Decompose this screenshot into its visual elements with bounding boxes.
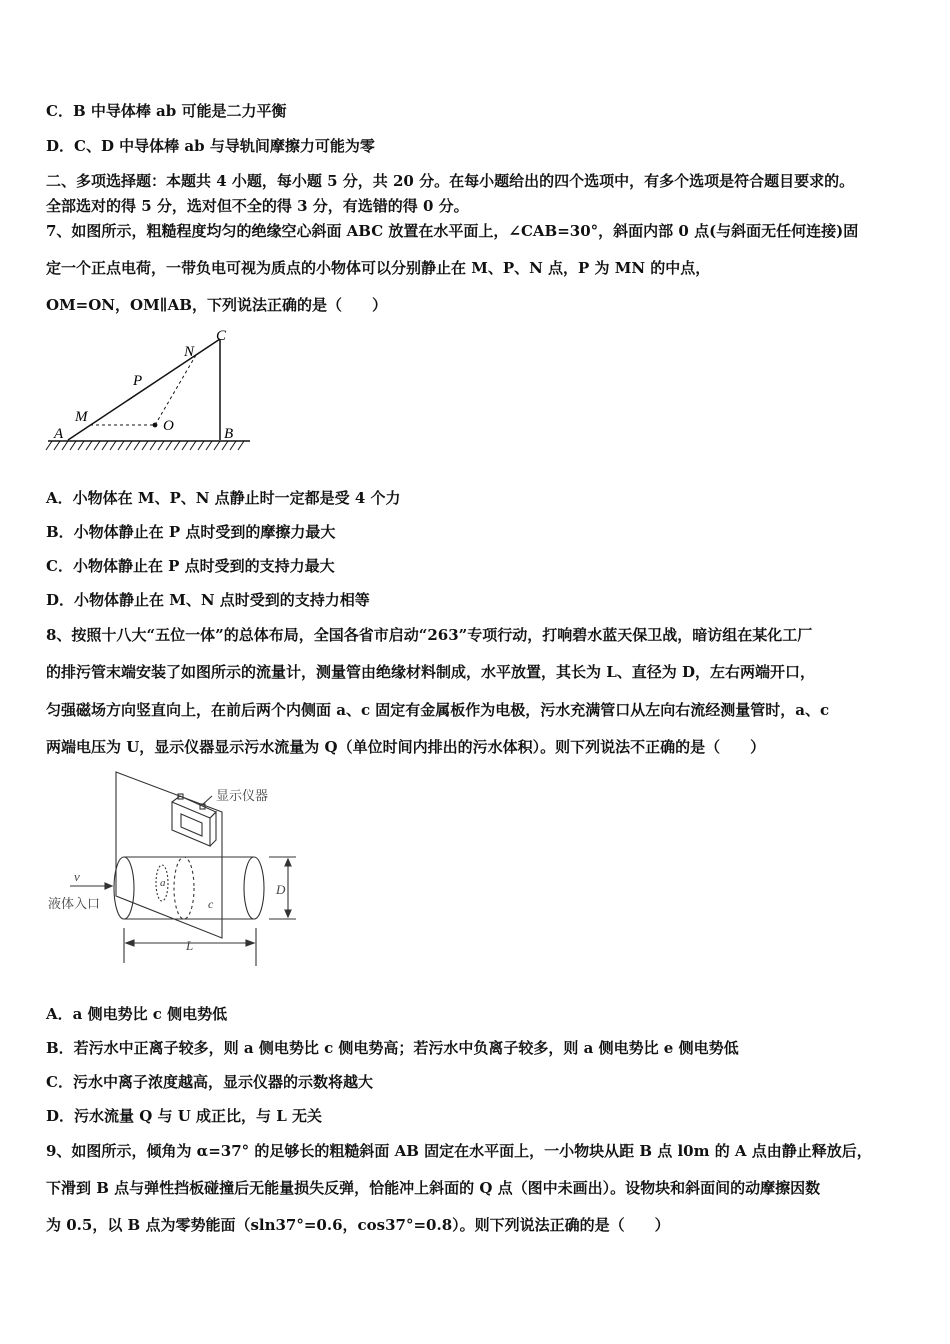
q8-option-b: B．若污水中正离子较多，则 a 侧电势比 c 侧电势高；若污水中负离子较多，则 a 侧电势比 e 侧电势低 [46,1039,739,1057]
q9-stem-line1: 9、如图所示，倾角为 α=37° 的足够长的粗糙斜面 AB 固定在水平面上，一小物块从距 B 点 l0m 的 A 点由静止释放后， [46,1142,872,1160]
q7-incline-figure [44,326,254,454]
label-b: B [224,426,234,442]
q7-stem-line3: OM=ON，OM∥AB，下列说法正确的是（ ） [46,296,387,314]
display-label: 显示仪器 [216,788,269,803]
label-p: P [133,373,143,389]
electrode-c-label: c [208,897,214,911]
q7-option-a: A．小物体在 M、P、N 点静止时一定都是受 4 个力 [46,489,401,507]
length-label: L [186,938,194,953]
q7-option-b: B．小物体静止在 P 点时受到的摩擦力最大 [46,523,336,541]
q7-option-d: D．小物体静止在 M、N 点时受到的支持力相等 [46,591,370,609]
q9-stem-line3: 为 0.5，以 B 点为零势能面（sln37°=0.6，cos37°=0.8）。则下列说法正确的是（ ） [46,1216,670,1234]
section2-line1: 二、多项选择题：本题共 4 小题，每小题 5 分，共 20 分。在每小题给出的四个选项中，有多个选项是符合题目要求的。 [46,172,855,190]
label-n: N [184,344,195,360]
q8-option-a: A．a 侧电势比 c 侧电势低 [46,1005,228,1023]
label-o: O [163,418,174,434]
q8-stem-line4: 两端电压为 U，显示仪器显示污水流量为 Q（单位时间内排出的污水体积）。则下列说法不正确的是（ ） [46,738,766,756]
q8-flowmeter-figure [44,768,304,973]
inlet-label: 液体入口 [48,896,101,911]
label-m: M [75,409,88,425]
q8-stem-line2: 的排污管末端安装了如图所示的流量计，测量管由绝缘材料制成，水平放置，其长为 L、直径为 D，左右两端开口， [46,663,816,681]
q7-option-c: C．小物体静止在 P 点时受到的支持力最大 [46,557,335,575]
electrode-a-label: a [160,877,166,889]
label-a: A [54,426,64,442]
q8-option-c: C．污水中离子浓度越高，显示仪器的示数将越大 [46,1073,373,1091]
q6-option-c: C．B 中导体棒 ab 可能是二力平衡 [46,102,287,120]
q8-option-d: D．污水流量 Q 与 U 成正比，与 L 无关 [46,1107,323,1125]
section2-line2: 全部选对的得 5 分，选对但不全的得 3 分，有选错的得 0 分。 [46,197,469,215]
q7-stem-line1: 7、如图所示，粗糙程度均匀的绝缘空心斜面 ABC 放置在水平面上，∠CAB=30°，斜面内部 0 点(与斜面无任何连接)固 [46,222,859,240]
q6-option-d: D．C、D 中导体棒 ab 与导轨间摩擦力可能为零 [46,137,375,155]
diameter-label: D [276,882,286,897]
q7-stem-line2: 定一个正点电荷，一带负电可视为质点的小物体可以分别静止在 M、P、N 点，P 为 MN 的中点， [46,259,711,277]
q9-stem-line2: 下滑到 B 点与弹性挡板碰撞后无能量损失反弹，恰能冲上斜面的 Q 点（图中未画出）。设物块和斜面间的动摩擦因数 [46,1179,821,1197]
velocity-label: v [74,869,80,884]
q8-stem-line1: 8、按照十八大“五位一体”的总体布局，全国各省市启动“263”专项行动，打响碧水蓝天保卫战，暗访组在某化工厂 [46,626,813,644]
label-c: C [216,328,227,344]
q8-stem-line3: 匀强磁场方向竖直向上，在前后两个内侧面 a、c 固定有金属板作为电极，污水充满管口从左向右流经测量管时，a、c [46,701,830,719]
